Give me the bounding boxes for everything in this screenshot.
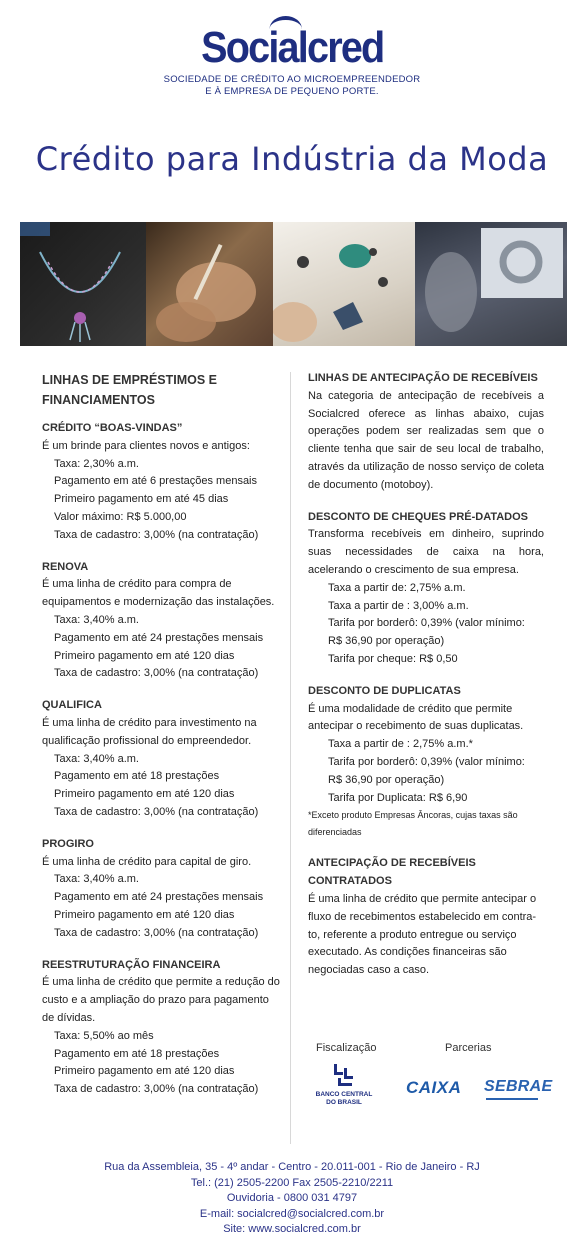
list-item: Taxa de cadastro: 3,00% (na contratação) — [54, 528, 259, 541]
list-item: Primeiro pagamento em até 120 dias — [54, 1065, 235, 1078]
partners-row — [308, 1042, 553, 1122]
list-item: Tarifa por Duplicata: R$ 6,90 — [328, 791, 468, 804]
section-title: REESTRUTURAÇÃO FINANCEIRA — [42, 958, 221, 971]
section-title: CRÉDITO “BOAS-VINDAS” — [42, 422, 183, 434]
duplicatas-title: DESCONTO DE DUPLICATAS — [308, 684, 461, 697]
footer-address: Rua da Assembleia, 35 - 4º andar - Centro - 20.011-001 - Rio de Janeiro - RJ — [104, 1161, 480, 1173]
list-item: Taxa: 3,40% a.m. — [54, 873, 139, 886]
footer-site: Site: www.socialcred.com.br — [223, 1223, 361, 1235]
list-item: Pagamento em até 6 prestações mensais — [54, 475, 258, 488]
footer-tel: Tel.: (21) 2505-2200 Fax 2505-2210/2211 — [190, 1176, 394, 1189]
list-item: Primeiro pagamento em até 45 dias — [54, 493, 229, 506]
cheques-title: DESCONTO DE CHEQUES PRÉ-DATADOS — [308, 510, 529, 523]
list-item: Taxa: 3,40% a.m. — [54, 752, 139, 765]
list-item: Tarifa por cheque: R$ 0,50 — [328, 652, 458, 665]
logo-swoosh — [269, 16, 301, 42]
photo-jewelry-sketch — [20, 222, 146, 346]
page-title: Crédito para Indústria da Moda — [35, 140, 549, 178]
brand-tagline-1: SOCIEDADE DE CRÉDITO AO MICROEMPREENDEDOR — [163, 74, 421, 85]
cheques-desc: Transforma recebíveis em dinheiro, suprindo suas necessidades de caixa na hora, acelerando o crescimento de sua empresa. — [308, 528, 544, 576]
contratados-title-2: CONTRATADOS — [308, 875, 392, 888]
list-item: Pagamento em até 24 prestações mensais — [54, 631, 264, 644]
list-item: Pagamento em até 18 prestações — [54, 770, 220, 783]
contratados-title-1: ANTECIPAÇÃO DE RECEBÍVEIS — [308, 857, 476, 870]
list-item: Tarifa por borderô: 0,39% (valor mínimo: — [328, 617, 525, 630]
bc-line-2: DO BRASIL — [326, 1099, 362, 1106]
footer-ouvidoria: Ouvidoria - 0800 031 4797 — [226, 1192, 358, 1204]
loans-column — [42, 370, 282, 1099]
duplicatas-note: *Exceto produto Empresas Âncoras, cujas taxas são diferenciadas — [308, 810, 518, 838]
photo-jewelry-pieces — [273, 222, 415, 346]
list-item: Taxa de cadastro: 3,00% (na contratação) — [54, 1083, 259, 1096]
list-item: Taxa de cadastro: 3,00% (na contratação) — [54, 667, 259, 680]
footer-email: E-mail: socialcred@socialcred.com.br — [199, 1207, 385, 1220]
section-desc: É uma linha de crédito que permite a redução do custo e a ampliação do prazo para pagamento de dívidas. — [42, 976, 280, 1024]
section-title: RENOVA — [42, 560, 89, 573]
photo-craft-hands — [146, 222, 273, 346]
section-desc: É uma linha de crédito para investimento na qualificação profissional do empreendedor. — [42, 716, 257, 747]
brand-tagline-2: E À EMPRESA DE PEQUENO PORTE. — [205, 86, 379, 97]
fiscalizacao-label: Fiscalização — [316, 1042, 377, 1054]
banco-central-logo — [314, 1064, 374, 1107]
list-item: Pagamento em até 24 prestações mensais — [54, 891, 264, 904]
list-item: Pagamento em até 18 prestações — [54, 1047, 220, 1060]
section-title: PROGIRO — [42, 837, 94, 850]
necklace-illustration — [20, 222, 146, 346]
caixa-logo: CAIXA — [406, 1078, 462, 1097]
list-item: R$ 36,90 por operação) — [328, 635, 445, 648]
list-item: Taxa a partir de: 2,75% a.m. — [328, 581, 466, 594]
parcerias-label: Parcerias — [445, 1042, 492, 1054]
list-item: Taxa de cadastro: 3,00% (na contratação) — [54, 926, 259, 939]
section-desc: É uma linha de crédito para capital de giro. — [42, 855, 252, 868]
antecipacao-desc: Na categoria de antecipação de recebíveis a Socialcred oferece as linhas abaixo, cujas operações podem ser realizadas sem que o cliente tenha que sair de seu local de trabalho, através da utilização de nosso serviço de coleta de documento (motoboy). — [308, 389, 544, 491]
list-item: Tarifa por borderô: 0,39% (valor mínimo: — [328, 755, 525, 768]
list-item: Taxa de cadastro: 3,00% (na contratação) — [54, 805, 259, 818]
sebrae-underline — [486, 1098, 538, 1100]
list-item: Primeiro pagamento em até 120 dias — [54, 788, 235, 801]
receivables-column — [308, 370, 544, 980]
list-item: R$ 36,90 por operação) — [328, 773, 445, 786]
list-item: Taxa: 5,50% ao mês — [54, 1029, 154, 1042]
list-item: Taxa a partir de : 3,00% a.m. — [328, 599, 469, 612]
bc-line-1: BANCO CENTRAL — [315, 1091, 373, 1098]
duplicatas-desc: É uma modalidade de crédito que permite antecipar o recebimento de suas duplicatas. — [308, 702, 524, 733]
photo-computer-design — [415, 222, 567, 346]
footer-contacts — [0, 1160, 584, 1238]
antecipacao-title: LINHAS DE ANTECIPAÇÃO DE RECEBÍVEIS — [308, 372, 538, 384]
section-desc: É uma linha de crédito para compra de equipamentos e modernização das instalações. — [42, 578, 275, 609]
contratados-desc: É uma linha de crédito que permite antecipar o fluxo de recebimentos estabelecido em contra-to, referente a produto entregue ou serviço executado. As condições financeiras são negociadas caso a caso. — [308, 892, 537, 977]
loans-heading: LINHAS DE EMPRÉSTIMOS E FINANCIAMENTOS — [42, 373, 218, 407]
list-item: Taxa a partir de : 2,75% a.m.* — [328, 738, 473, 751]
list-item: Primeiro pagamento em até 120 dias — [54, 649, 235, 662]
sebrae-logo: SEBRAE — [484, 1078, 553, 1095]
column-divider — [290, 372, 291, 1144]
section-desc: É um brinde para clientes novos e antigos: — [42, 439, 250, 452]
list-item: Primeiro pagamento em até 120 dias — [54, 908, 235, 921]
brand-logo — [0, 22, 584, 98]
photo-strip — [20, 222, 567, 346]
list-item: Taxa: 2,30% a.m. — [54, 457, 139, 470]
list-item: Taxa: 3,40% a.m. — [54, 613, 139, 626]
list-item: Valor máximo: R$ 5.000,00 — [54, 510, 187, 523]
banco-central-icon — [330, 1064, 358, 1086]
section-title: QUALIFICA — [42, 699, 102, 712]
brand-name: Socialcred — [200, 23, 384, 72]
